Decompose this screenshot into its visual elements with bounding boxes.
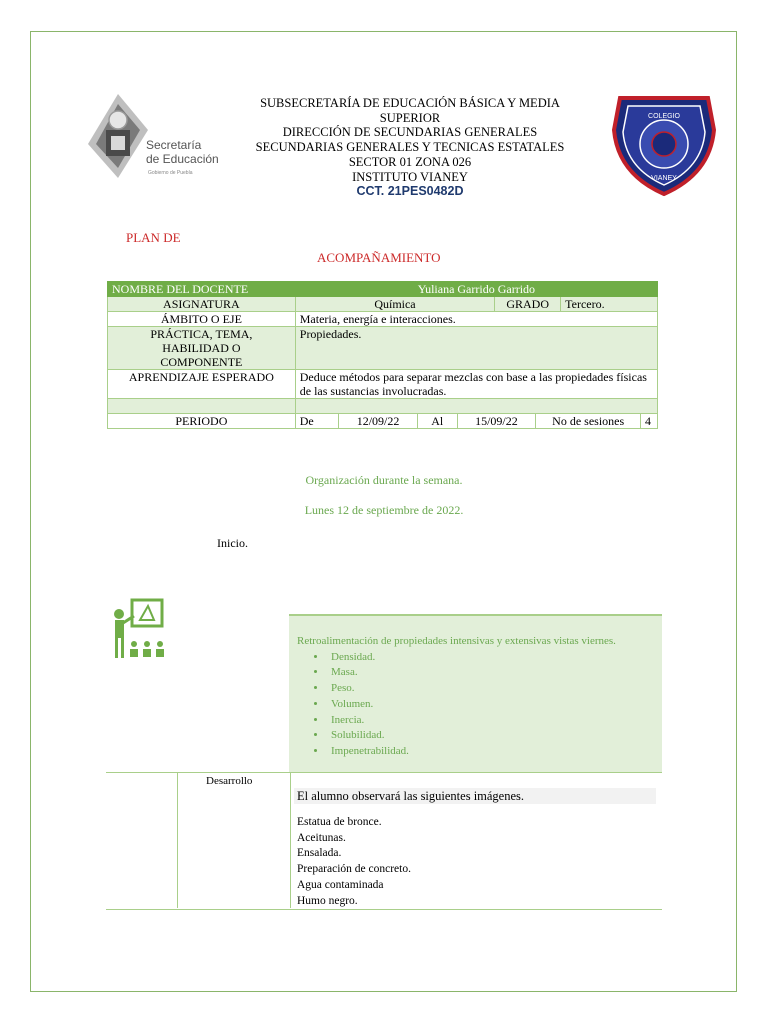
al-value: 15/09/22 [457,414,536,428]
crest-bottom-text: VIANEY [651,175,677,182]
ambito-label: ÁMBITO O EJE [108,312,296,327]
list-item: • Volumen. [327,697,654,713]
organizacion-heading: Organización durante la semana. [305,473,463,487]
de-label: De [296,414,339,428]
grado-value: Tercero. [561,297,658,312]
list-item: • Masa. [327,665,654,681]
asignatura-label: ASIGNATURA [108,297,296,312]
periodo-inner [296,414,657,428]
asignatura-row [108,297,658,312]
gobierno-puebla-text: Gobierno de Puebla [148,170,193,176]
header-line: DIRECCIÓN DE SECUNDARIAS GENERALES [282,125,538,140]
secretaria-educacion-logo [88,94,228,178]
practica-label: PRÁCTICA, TEMA, HABILIDAD O COMPONENTE [108,327,296,370]
ambito-value: Materia, energía e interacciones. [295,312,657,327]
observa-text: El alumno observará las siguientes imágenes. [294,788,656,804]
list-item: Agua contaminada [297,878,384,891]
periodo-row [108,414,658,429]
header-line: SECTOR 01 ZONA 026 [348,154,472,169]
list-item: Humo negro. [297,894,358,907]
grado-label: GRADO [495,297,561,312]
practica-value: Propiedades. [295,327,657,370]
colegio-crest-icon [610,90,718,198]
sesiones-value: 4 [645,414,651,428]
empty-row [108,399,658,414]
asignatura-value: Química [295,297,494,312]
de-value: 12/09/22 [339,414,418,428]
desarrollo-label: Desarrollo [206,775,253,787]
list-item: • Inercia. [327,713,654,729]
header-line: SUPERIOR [379,110,441,125]
al-label: Al [417,414,457,428]
header-line: INSTITUTO VIANEY [352,169,468,184]
secretaria-logo-text: Secretaría de Educación [146,138,219,166]
aprendizaje-row [108,370,658,399]
colegio-vianey-logo [610,90,718,198]
crest-top-text: COLEGIO [648,113,680,120]
list-item: • Impenetrabilidad. [327,744,654,760]
list-item: • Densidad. [327,650,654,666]
ambito-row [108,312,658,327]
sesiones-label: No de sesiones [536,414,641,428]
periodo-label: PERIODO [108,414,296,429]
lunes-heading: Lunes 12 de septiembre de 2022. [304,503,464,517]
docente-value: Yuliana Garrido Garrido [295,282,657,297]
secretaria-emblem-icon [88,94,148,178]
retro-list [297,650,654,760]
list-item: Aceitunas. [297,831,346,844]
teacher-presentation-icon [110,598,172,660]
docente-label: NOMBRE DEL DOCENTE [108,282,296,297]
docente-row [108,282,658,297]
plan-title-part2: ACOMPAÑAMIENTO [317,250,441,265]
header-line: SECUNDARIAS GENERALES Y TECNICAS ESTATALES [255,140,565,155]
retro-intro: Retroalimentación de propiedades intensivas y extensivas vistas viernes. [297,635,616,647]
list-item: Estatua de bronce. [297,816,382,828]
cct-code: CCT. 21PES0482D [356,184,464,199]
list-item: • Solubilidad. [327,728,654,744]
plan-title-part1: PLAN DE [126,230,181,245]
header-block [230,96,590,199]
info-table [107,281,658,429]
list-item: Ensalada. [297,847,342,860]
retroalimentacion-box [289,614,662,772]
desarrollo-items [297,815,411,909]
aprendizaje-value: Deduce métodos para separar mezclas con base a las propiedades físicas de las sustancias involucradas. [295,370,657,399]
inicio-label: Inicio. [217,536,248,550]
aprendizaje-label: APRENDIZAJE ESPERADO [108,370,296,399]
list-item: Preparación de concreto. [297,863,411,876]
list-item: • Peso. [327,681,654,697]
header-line: SUBSECRETARÍA DE EDUCACIÓN BÁSICA Y MEDIA [260,96,560,110]
practica-row [108,327,658,370]
